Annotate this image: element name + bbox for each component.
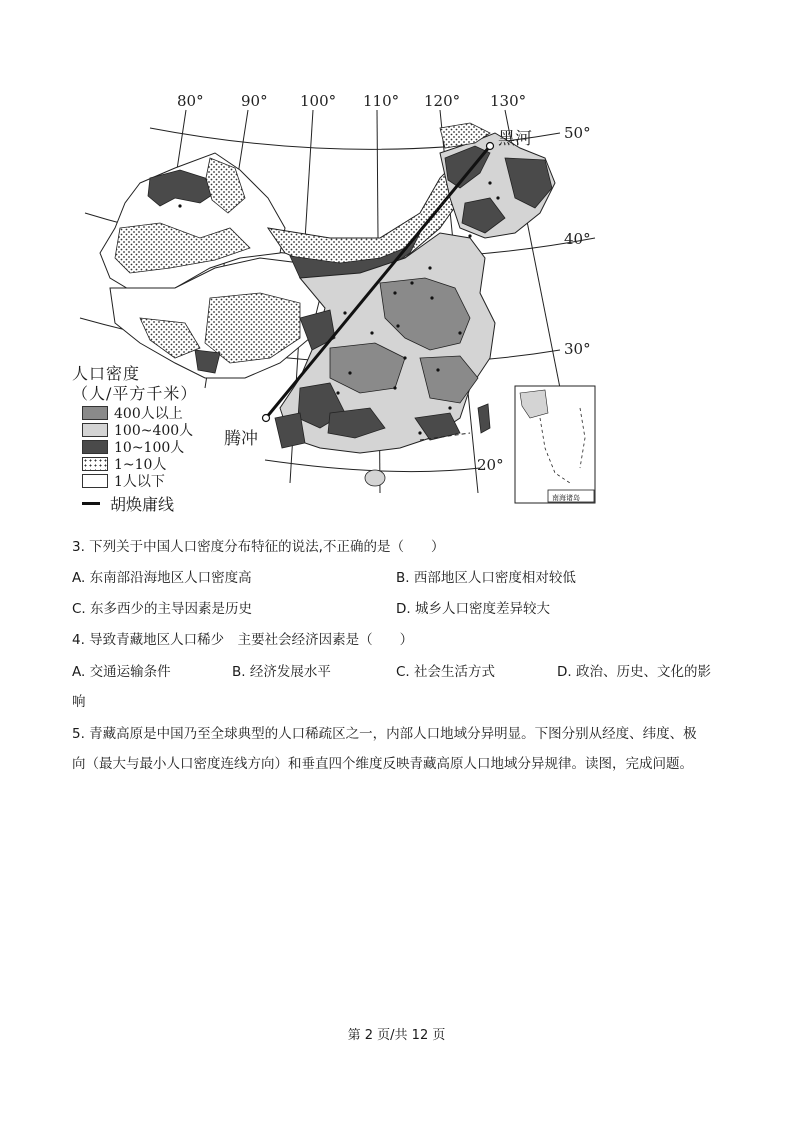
legend-item xyxy=(72,404,197,421)
longitude-label-100: 100° xyxy=(300,92,337,110)
latitude-label-20: 20° xyxy=(477,456,504,474)
question-4-text: 4. 导致青藏地区人口稀少 主要社会经济因素是（ ） xyxy=(72,632,414,648)
legend-label: 1人以下 xyxy=(114,473,165,490)
longitude-label-90: 90° xyxy=(241,92,268,110)
legend-label: 100~400人 xyxy=(114,422,194,439)
legend-item xyxy=(72,472,197,489)
question-3-option-d[interactable]: D. 城乡人口密度差异较大 xyxy=(396,601,550,617)
page-footer: 第 2 页/共 12 页 xyxy=(347,1028,446,1043)
legend-swatch xyxy=(82,406,108,420)
region-taiwan xyxy=(478,404,490,433)
legend-line-label: 胡焕庸线 xyxy=(110,495,175,514)
question-4-option-d[interactable]: D. 政治、历史、文化的影 xyxy=(557,664,711,680)
question-5-line1: 5. 青藏高原是中国乃至全球典型的人口稀疏区之一，内部人口地域分异明显。下图分别从经度、纬度、极 xyxy=(72,726,697,742)
place-heihe: 黑河 xyxy=(498,129,532,149)
question-3-option-a[interactable]: A. 东南部沿海地区人口密度高 xyxy=(72,570,252,586)
longitude-label-130: 130° xyxy=(490,92,527,110)
map-legend xyxy=(72,364,197,512)
legend-line-item xyxy=(72,495,197,512)
latitude-label-40: 40° xyxy=(564,230,591,248)
latitude-label-50: 50° xyxy=(564,124,591,142)
question-5-line2: 向（最大与最小人口密度连线方向）和垂直四个维度反映青藏高原人口地域分异规律。读图，完成问题。 xyxy=(72,756,693,772)
question-4-option-c[interactable]: C. 社会生活方式 xyxy=(396,664,496,680)
legend-swatch xyxy=(82,423,108,437)
legend-item xyxy=(72,455,197,472)
place-tengchong: 腾冲 xyxy=(224,429,258,449)
legend-label: 400人以上 xyxy=(114,405,183,422)
longitude-label-120: 120° xyxy=(424,92,461,110)
longitude-label-110: 110° xyxy=(363,92,400,110)
legend-label: 1~10人 xyxy=(114,456,167,473)
inset-label: 南海诸岛 xyxy=(552,494,580,502)
tengchong-dot xyxy=(263,415,270,422)
legend-label: 10~100人 xyxy=(114,439,185,456)
legend-swatch xyxy=(82,440,108,454)
question-3-text: 3. 下列关于中国人口密度分布特征的说法,不正确的是（ ） xyxy=(72,539,445,555)
heihe-dot xyxy=(487,143,494,150)
legend-swatch xyxy=(82,474,108,488)
longitude-label-80: 80° xyxy=(177,92,204,110)
latitude-label-30: 30° xyxy=(564,340,591,358)
legend-item xyxy=(72,438,197,455)
legend-title-line1: 人口密度 xyxy=(72,364,141,383)
question-3-option-b[interactable]: B. 西部地区人口密度相对较低 xyxy=(396,570,576,586)
legend-swatch xyxy=(82,457,108,471)
region-hainan xyxy=(365,470,385,486)
question-4-option-d-wrap: 响 xyxy=(72,694,86,710)
population-density-map xyxy=(0,88,793,513)
question-4-option-a[interactable]: A. 交通运输条件 xyxy=(72,664,171,680)
legend-line-swatch xyxy=(82,502,100,505)
question-3-option-c[interactable]: C. 东多西少的主导因素是历史 xyxy=(72,601,253,617)
question-4-option-b[interactable]: B. 经济发展水平 xyxy=(232,664,331,680)
legend-title-line2: （人/平方千米） xyxy=(72,384,198,403)
legend-item xyxy=(72,421,197,438)
